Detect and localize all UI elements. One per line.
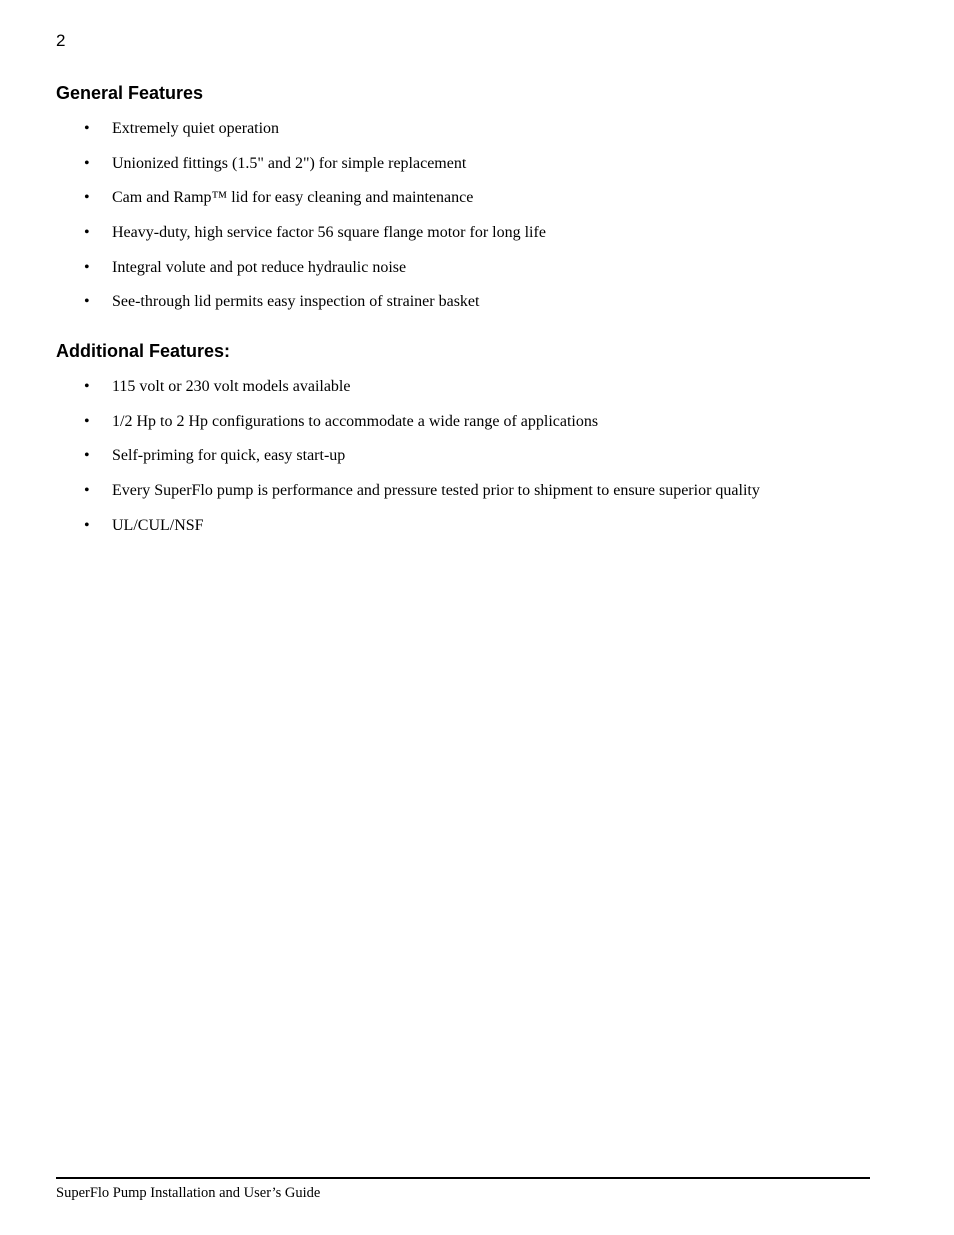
list-item [0, 257, 954, 292]
list-item-text: Heavy-duty, high service factor 56 square flange motor for long life [112, 224, 546, 242]
general-features-list [0, 118, 954, 326]
list-item-text: Extremely quiet operation [112, 120, 280, 137]
list-item-text: See-through lid permits easy inspection of strainer basket [112, 293, 480, 311]
list-item [0, 118, 954, 153]
list-item [0, 445, 954, 480]
footer-title: SuperFlo Pump Installation and User’s Guide [56, 1185, 321, 1201]
bullet-icon: • [84, 120, 90, 137]
list-item-text: Integral volute and pot reduce hydraulic noise [112, 258, 407, 276]
list-item [0, 376, 954, 411]
bullet-icon: • [84, 378, 90, 395]
list-item-text: 1/2 Hp to 2 Hp configurations to accommodate a wide range of applications [112, 412, 599, 430]
list-item [0, 480, 954, 515]
additional-features-list [0, 376, 954, 549]
bullet-icon: • [84, 224, 90, 242]
additional-features-heading: Additional Features: [56, 341, 231, 361]
bullet-icon: • [84, 189, 90, 207]
bullet-icon: • [84, 516, 90, 534]
list-item-text: Unionized fittings (1.5" and 2") for simple replacement [112, 154, 467, 172]
list-item [0, 291, 954, 326]
bullet-icon: • [84, 412, 90, 430]
list-item [0, 515, 954, 550]
list-item [0, 411, 954, 446]
list-item [0, 187, 954, 222]
footer-divider [56, 1177, 870, 1179]
bullet-icon: • [84, 293, 90, 311]
page-number: 2 [56, 31, 66, 50]
bullet-icon: • [84, 482, 90, 500]
bullet-icon: • [84, 154, 90, 172]
list-item-text: Every SuperFlo pump is performance and pressure tested prior to shipment to ensure superior quality [112, 482, 760, 500]
list-item-text: 115 volt or 230 volt models available [112, 378, 351, 395]
list-item [0, 222, 954, 257]
list-item [0, 153, 954, 188]
list-item-text: UL/CUL/NSF [112, 516, 204, 534]
bullet-icon: • [84, 258, 90, 276]
list-item-text: Self-priming for quick, easy start-up [112, 447, 346, 465]
bullet-icon: • [84, 447, 90, 465]
general-features-heading: General Features [56, 83, 204, 103]
list-item-text: Cam and Ramp™ lid for easy cleaning and maintenance [112, 189, 474, 207]
